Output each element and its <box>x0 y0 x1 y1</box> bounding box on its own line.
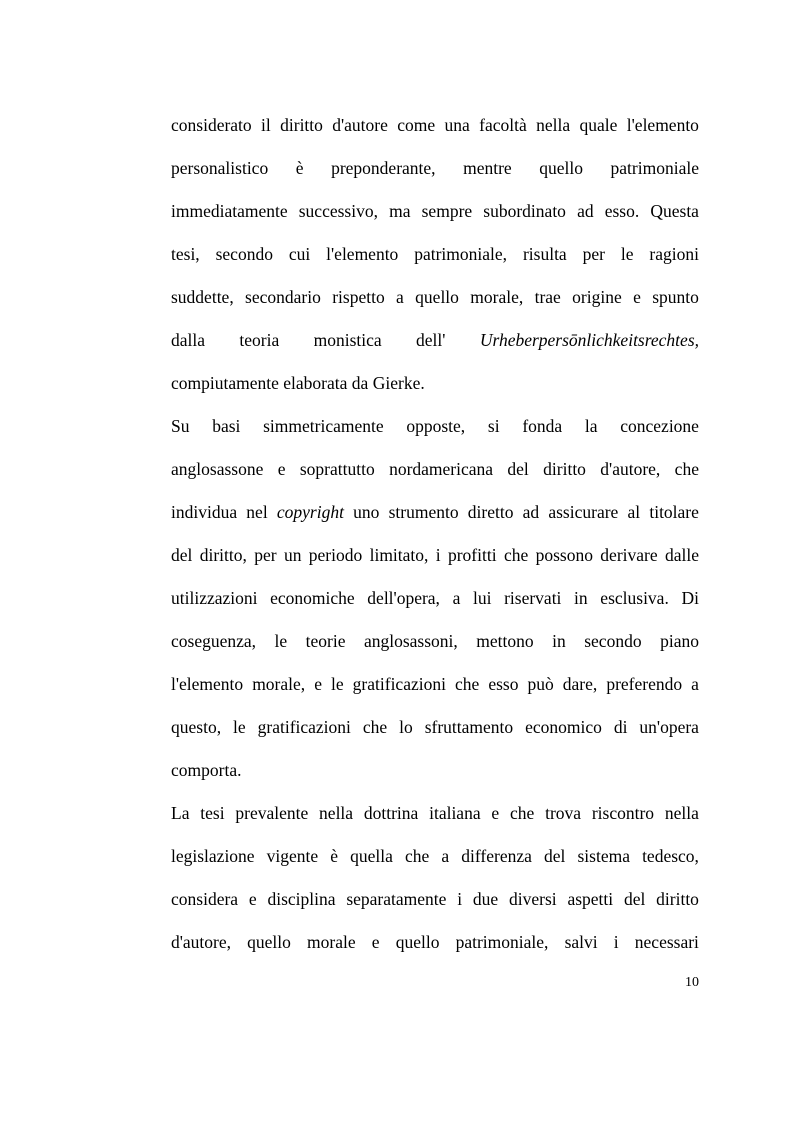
word: teorie <box>305 631 346 651</box>
word: sfruttamento <box>424 717 514 737</box>
word: risulta <box>522 244 567 264</box>
word: morale <box>307 932 356 952</box>
word: mettono <box>476 631 534 651</box>
word: utilizzazioni <box>171 588 258 608</box>
word: quale <box>579 115 618 135</box>
word: quella <box>350 846 393 866</box>
text-line <box>171 491 699 534</box>
word: le <box>233 717 246 737</box>
word: che <box>455 674 480 694</box>
word: quello <box>415 287 459 307</box>
word: come <box>397 115 436 135</box>
word: morale, <box>470 287 524 307</box>
word: si <box>487 416 500 436</box>
word: ad <box>522 502 540 522</box>
page-number: 10 <box>685 975 699 990</box>
text-line <box>171 233 699 276</box>
word: tesi <box>200 803 225 823</box>
word: immediatamente <box>171 201 288 221</box>
word: monistica <box>313 330 382 350</box>
word: assicurare <box>548 502 619 522</box>
word: vigente <box>266 846 319 866</box>
word: anglosassoni, <box>363 631 458 651</box>
word: tesi, <box>171 244 200 264</box>
word: e <box>633 287 641 307</box>
word: che <box>362 717 388 737</box>
word: considera <box>171 889 239 909</box>
word: riscontro <box>591 803 655 823</box>
word: Su <box>171 416 190 436</box>
word: del <box>171 545 193 565</box>
word: a <box>452 588 461 608</box>
word: uno <box>353 502 380 522</box>
text-line <box>171 448 699 491</box>
paragraph <box>171 405 699 792</box>
word: i <box>457 889 463 909</box>
word: personalistico <box>171 158 269 178</box>
text-line <box>171 878 699 921</box>
text-line <box>171 620 699 663</box>
word: riservati <box>504 588 562 608</box>
word: al <box>627 502 641 522</box>
word: periodo <box>308 545 363 565</box>
word: limitato, <box>369 545 429 565</box>
word: soprattutto <box>299 459 375 479</box>
paragraph <box>171 104 699 405</box>
word: un <box>283 545 302 565</box>
word: d'autore, <box>600 459 661 479</box>
word: quello <box>247 932 291 952</box>
word: a <box>396 287 404 307</box>
word: anglosassone <box>171 459 264 479</box>
text-line <box>171 835 699 878</box>
word: e <box>248 889 257 909</box>
word: esclusiva. <box>600 588 669 608</box>
word: lo <box>399 717 413 737</box>
word: nel <box>246 502 268 522</box>
word: Questa <box>650 201 699 221</box>
text-line <box>171 706 699 749</box>
word: economico <box>525 717 602 737</box>
word: sistema <box>577 846 630 866</box>
text-line <box>171 147 699 190</box>
word: Gierke. <box>372 373 425 393</box>
word: dalle <box>664 545 699 565</box>
word: patrimoniale, <box>455 932 549 952</box>
word: lui <box>472 588 492 608</box>
word: aspetti <box>567 889 614 909</box>
word: quello <box>395 932 440 952</box>
word: possono <box>535 545 593 565</box>
word: derivare <box>600 545 658 565</box>
word: del <box>623 889 646 909</box>
word: opposte, <box>406 416 466 436</box>
word: e <box>371 932 380 952</box>
word: legislazione <box>171 846 255 866</box>
word: italiana <box>429 803 481 823</box>
word: secondo <box>215 244 273 264</box>
word: d'autore, <box>171 932 232 952</box>
word: preponderante, <box>331 158 436 178</box>
word: le <box>620 244 634 264</box>
word: morale, <box>252 674 306 694</box>
word: ma <box>389 201 411 221</box>
word: ragioni <box>649 244 699 264</box>
word: la <box>584 416 598 436</box>
word: tedesco, <box>642 846 699 866</box>
word: i <box>613 932 619 952</box>
word: del <box>507 459 529 479</box>
word: secondo <box>584 631 642 651</box>
word: necessari <box>634 932 699 952</box>
text-line <box>171 663 699 706</box>
word: per <box>254 545 277 565</box>
text-line <box>171 534 699 577</box>
word: separatamente <box>346 889 447 909</box>
word: dell' <box>416 330 446 350</box>
word: secondario <box>245 287 321 307</box>
word: un'opera <box>639 717 699 737</box>
word: rispetto <box>332 287 385 307</box>
word: considerato <box>171 115 252 135</box>
text-line <box>171 792 699 835</box>
word: prevalente <box>235 803 309 823</box>
body-text <box>171 104 699 964</box>
word: gratificazioni <box>257 717 351 737</box>
word: spunto <box>652 287 699 307</box>
word: esso <box>488 674 519 694</box>
word: ad <box>577 201 594 221</box>
word: economiche <box>270 588 355 608</box>
word: disciplina <box>267 889 336 909</box>
word: è <box>330 846 339 866</box>
word: individua <box>171 502 238 522</box>
word: l'elemento <box>326 244 399 264</box>
word: dell'opera, <box>367 588 440 608</box>
word: il <box>261 115 271 135</box>
word: e <box>314 674 322 694</box>
word: del <box>543 846 566 866</box>
word: diversi <box>509 889 557 909</box>
word: gratificazioni <box>352 674 446 694</box>
word: mentre <box>463 158 512 178</box>
word: da <box>351 373 369 393</box>
word: fonda <box>522 416 563 436</box>
word: nella <box>319 803 354 823</box>
word: due <box>472 889 499 909</box>
word: facoltà <box>479 115 527 135</box>
word: subordinato <box>483 201 566 221</box>
word: che <box>509 803 535 823</box>
word: teoria <box>239 330 280 350</box>
word: patrimoniale <box>610 158 699 178</box>
text-line <box>171 276 699 319</box>
word: dottrina <box>363 803 419 823</box>
word: strumento <box>388 502 459 522</box>
word: simmetricamente <box>263 416 384 436</box>
word: può <box>527 674 554 694</box>
paragraph <box>171 792 699 964</box>
text-line <box>171 749 699 792</box>
word: concezione <box>620 416 699 436</box>
word: nella <box>664 803 699 823</box>
word: diritto, <box>199 545 247 565</box>
word: l'elemento <box>171 674 244 694</box>
word: titolare <box>649 502 699 522</box>
word: questo, <box>171 717 222 737</box>
word: in <box>574 588 588 608</box>
word: una <box>444 115 470 135</box>
word: successivo, <box>298 201 378 221</box>
word: differenza <box>461 846 532 866</box>
word: coseguenza, <box>171 631 257 651</box>
word: sempre <box>421 201 473 221</box>
word: piano <box>660 631 699 651</box>
word: che <box>503 545 529 565</box>
italic-word: Urheberpersōnlichkeitsrechtes, <box>479 330 699 350</box>
text-line <box>171 319 699 362</box>
word: è <box>295 158 304 178</box>
word: esso. <box>604 201 640 221</box>
word: trae <box>534 287 561 307</box>
word: le <box>274 631 288 651</box>
word: diretto <box>467 502 514 522</box>
word: diritto <box>656 889 699 909</box>
word: suddette, <box>171 287 234 307</box>
word: diritto <box>280 115 323 135</box>
word: quello <box>539 158 583 178</box>
word: La <box>171 803 190 823</box>
word: trova <box>545 803 582 823</box>
word: profitti <box>447 545 497 565</box>
word: nordamericana <box>389 459 494 479</box>
word: e <box>277 459 286 479</box>
text-line <box>171 921 699 964</box>
word: e <box>491 803 500 823</box>
word: di <box>613 717 628 737</box>
word: origine <box>572 287 622 307</box>
word: per <box>582 244 605 264</box>
word: nella <box>536 115 571 135</box>
word: diritto <box>543 459 586 479</box>
word: elaborata <box>283 373 348 393</box>
text-line <box>171 577 699 620</box>
word: dalla <box>171 330 206 350</box>
word: a <box>691 674 699 694</box>
word: in <box>552 631 566 651</box>
word: preferendo <box>606 674 683 694</box>
word: patrimoniale, <box>414 244 508 264</box>
word: basi <box>212 416 241 436</box>
word: salvi <box>564 932 598 952</box>
text-line <box>171 190 699 233</box>
text-line <box>171 405 699 448</box>
word: comporta. <box>171 760 242 780</box>
word: i <box>435 545 441 565</box>
word: Di <box>681 588 699 608</box>
word: che <box>674 459 699 479</box>
word: che <box>405 846 430 866</box>
text-line <box>171 104 699 147</box>
word: d'autore <box>332 115 388 135</box>
word: a <box>441 846 450 866</box>
text-line <box>171 362 699 405</box>
word: compiutamente <box>171 373 279 393</box>
italic-word: copyright <box>276 502 344 522</box>
word: l'elemento <box>626 115 699 135</box>
word: cui <box>288 244 311 264</box>
word: le <box>331 674 344 694</box>
word: dare, <box>562 674 598 694</box>
